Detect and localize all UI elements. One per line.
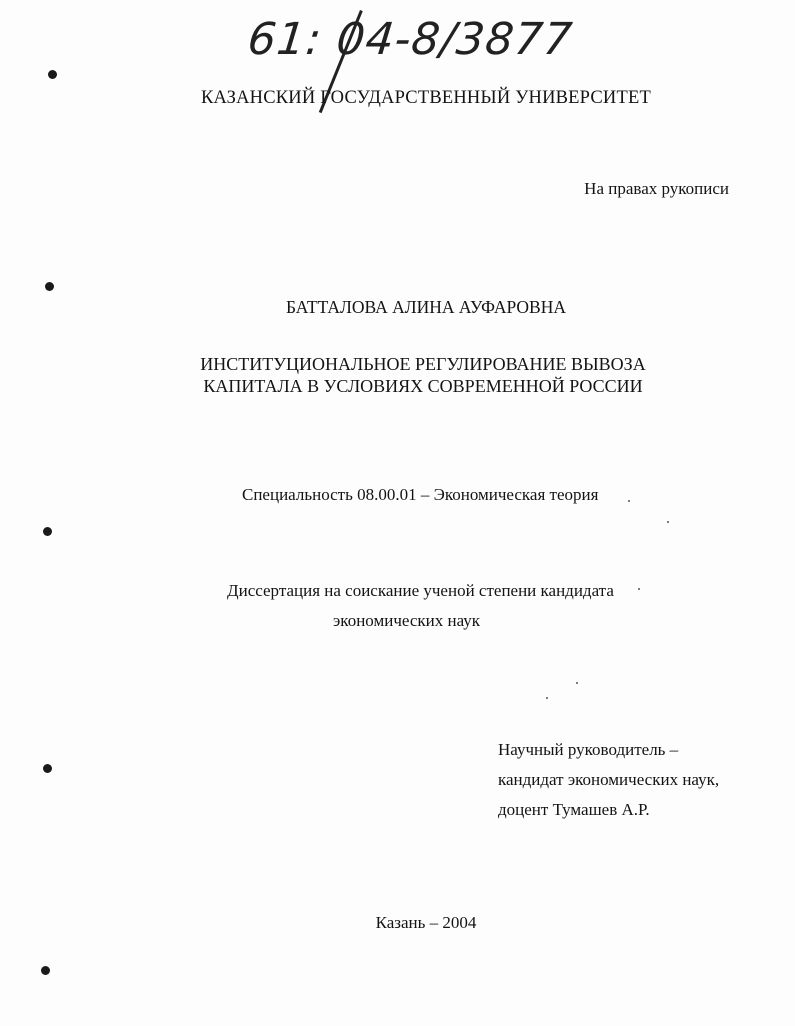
university-name: КАЗАНСКИЙ ГОСУДАРСТВЕННЫЙ УНИВЕРСИТЕТ bbox=[201, 88, 651, 108]
degree-line-1: Диссертация на соискание ученой степени кандидата bbox=[227, 581, 614, 600]
thesis-title-line-1: ИНСТИТУЦИОНАЛЬНОЕ РЕГУЛИРОВАНИЕ ВЫВОЗА bbox=[200, 354, 646, 374]
binder-hole-icon bbox=[48, 70, 57, 79]
thesis-title-line-2: КАПИТАЛА В УСЛОВИЯХ СОВРЕМЕННОЙ РОССИИ bbox=[203, 376, 643, 396]
supervisor-line-2: кандидат экономических наук, bbox=[498, 770, 720, 789]
supervisor-line-1: Научный руководитель – bbox=[498, 740, 679, 759]
binder-hole-icon bbox=[43, 764, 52, 773]
scan-speck bbox=[667, 521, 669, 523]
supervisor-line-3: доцент Тумашев А.Р. bbox=[498, 800, 650, 819]
specialty-line: Специальность 08.00.01 – Экономическая теория bbox=[242, 485, 599, 504]
manuscript-rights-note: На правах рукописи bbox=[584, 179, 729, 198]
binder-hole-icon bbox=[41, 966, 50, 975]
scan-speck bbox=[628, 500, 630, 502]
binder-hole-icon bbox=[45, 282, 54, 291]
thesis-title bbox=[0, 353, 795, 397]
scan-speck bbox=[576, 682, 578, 684]
handwritten-archive-code: 61: 04-8/3877 bbox=[245, 14, 576, 65]
scan-speck bbox=[638, 588, 640, 590]
city-year: Казань – 2004 bbox=[375, 913, 477, 932]
scan-speck bbox=[546, 697, 548, 699]
degree-line-2: экономических наук bbox=[333, 611, 481, 630]
supervisor-block bbox=[498, 735, 719, 825]
binder-hole-icon bbox=[43, 527, 52, 536]
author-name: БАТТАЛОВА АЛИНА АУФАРОВНА bbox=[285, 297, 567, 317]
